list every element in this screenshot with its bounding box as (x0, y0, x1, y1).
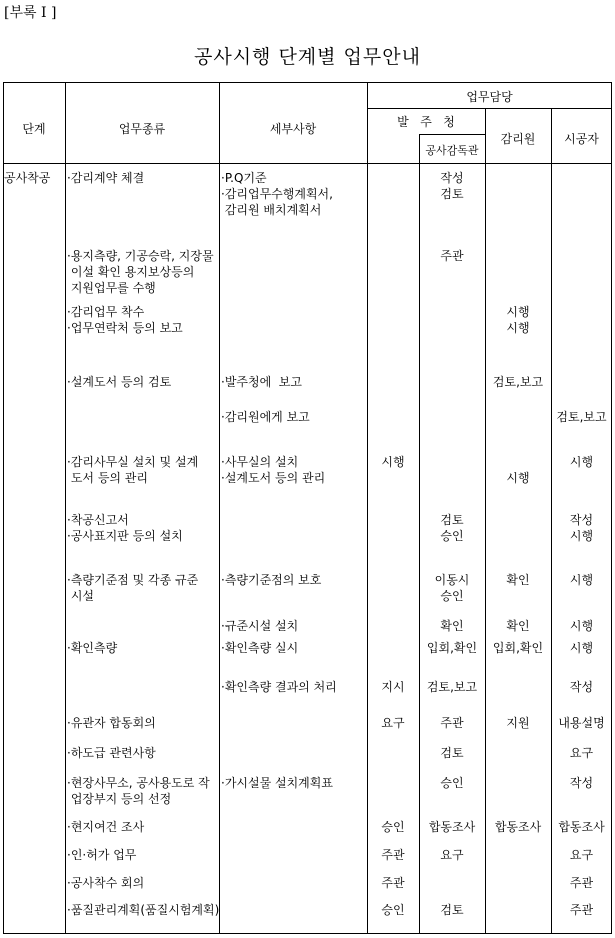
header-contractor: 시공자 (564, 132, 599, 146)
row-12-owner-cell: 요구 (381, 716, 405, 730)
row-6-detail-cell: ·사무실의 설치 ·설계도서 등의 관리 (221, 455, 326, 485)
row-16-contractor-cell: 요구 (569, 848, 594, 862)
row-14-contractor-cell: 작성 (569, 776, 594, 790)
row-9-inspector-cell: 확인 (506, 619, 530, 633)
row-7-contractor-cell: 작성 시행 (569, 513, 594, 543)
row-17-work-cell: ·공사착수 회의 (67, 876, 145, 890)
row-16-owner-cell: 주관 (381, 848, 405, 862)
row-8-inspector-cell: 확인 (506, 573, 530, 587)
row-13-contractor-cell: 요구 (569, 746, 594, 760)
row-14-supervisor-cell: 승인 (440, 776, 464, 790)
row-2-supervisor-cell: 주관 (440, 249, 464, 263)
row-6-inspector-cell: 시행 (506, 471, 530, 485)
row-8-work-cell: ·측량기준점 및 각종 규준 시설 (67, 573, 199, 603)
row-9-contractor-cell: 시행 (569, 619, 594, 633)
row-12-supervisor-cell: 주관 (440, 716, 464, 730)
row-13-work-cell: ·하도급 관련사항 (67, 746, 156, 760)
header-inspector: 감리원 (500, 132, 536, 146)
row-18-work-cell: ·품질관리계획(품질시험계획) (67, 903, 220, 917)
row-1-detail-cell: ·P.Q기준 ·감리업무수행계획서, 감리원 배치계획서 (221, 171, 333, 217)
row-3-work-cell: ·감리업무 착수 ·업무연락처 등의 보고 (67, 305, 183, 335)
header-details: 세부사항 (269, 122, 317, 136)
row-5-contractor-cell: 검토,보고 (556, 410, 607, 424)
row-18-owner-cell: 승인 (381, 903, 405, 917)
row-10-work-cell: ·확인측량 (67, 641, 118, 655)
row-1-supervisor-cell: 작성 검토 (440, 171, 464, 201)
row-16-work-cell: ·인·허가 업무 (67, 848, 137, 862)
row-15-contractor-cell: 합동조사 (558, 820, 605, 834)
row-9-supervisor-cell: 확인 (440, 619, 464, 633)
row-8-contractor-cell: 시행 (569, 573, 594, 587)
row-12-inspector-cell: 지원 (506, 716, 530, 730)
header-work-type: 업무종류 (118, 122, 166, 136)
header-stage: 단계 (22, 122, 46, 136)
row-14-work-cell: ·현장사무소, 공사용도로 작 업장부지 등의 선정 (67, 776, 210, 806)
row-1-work-cell: ·감리계약 체결 (67, 171, 145, 185)
row-6-work-cell: ·감리사무실 설치 및 설계 도서 등의 관리 (67, 455, 199, 485)
row-14-detail-cell: ·가시설물 설치계획표 (221, 776, 333, 790)
row-16-supervisor-cell: 요구 (440, 848, 464, 862)
row-17-owner-cell: 주관 (381, 876, 405, 890)
row-7-supervisor-cell: 검토 승인 (440, 513, 464, 543)
row-10-detail-cell: ·확인측량 실시 (221, 641, 299, 655)
row-15-owner-cell: 승인 (381, 820, 405, 834)
row-11-detail-cell: ·확인측량 결과의 처리 (221, 680, 337, 694)
row-6-contractor-cell: 시행 (569, 455, 594, 469)
header-owner-supervisor: 공사감독관 (425, 144, 479, 157)
page-title: 공사시행 단계별 업무안내 (194, 46, 421, 68)
work-guide-table (3, 82, 612, 934)
row-15-work-cell: ·현지여건 조사 (67, 820, 145, 834)
appendix-label: [부록 I ] (4, 5, 57, 21)
row-2-work-cell: ·용지측량, 기공승락, 지장물 이설 확인 용지보상등의 지원업무를 수행 (67, 249, 214, 295)
stage-name: 공사착공 (4, 171, 51, 185)
row-11-contractor-cell: 작성 (569, 680, 594, 694)
header-owner: 발 주 청 (397, 115, 455, 129)
row-4-inspector-cell: 검토,보고 (492, 375, 544, 389)
row-18-supervisor-cell: 검토 (440, 903, 464, 917)
row-11-supervisor-cell: 검토,보고 (426, 680, 478, 694)
row-8-detail-cell: ·측량기준점의 보호 (221, 573, 322, 587)
row-9-detail-cell: ·규준시설 설치 (221, 619, 299, 633)
row-10-inspector-cell: 입회,확인 (492, 641, 544, 655)
row-11-owner-cell: 지시 (381, 680, 405, 694)
row-4-detail-cell: ·발주청에 보고 (221, 375, 302, 389)
row-17-contractor-cell: 주관 (569, 876, 594, 890)
row-6-owner-cell: 시행 (381, 455, 405, 469)
row-15-inspector-cell: 합동조사 (494, 820, 542, 834)
row-5-detail-cell: ·감리원에게 보고 (221, 410, 310, 424)
row-10-contractor-cell: 시행 (569, 641, 594, 655)
row-10-supervisor-cell: 입회,확인 (426, 641, 478, 655)
row-18-contractor-cell: 주관 (569, 903, 594, 917)
row-15-supervisor-cell: 합동조사 (428, 820, 476, 834)
row-8-supervisor-cell: 이동시 승인 (434, 573, 470, 603)
row-3-inspector-cell: 시행 시행 (506, 305, 530, 335)
header-responsibility: 업무담당 (466, 90, 513, 104)
row-7-work-cell: ·착공신고서 ·공사표지판 등의 설치 (67, 513, 183, 543)
row-12-contractor-cell: 내용설명 (558, 716, 605, 730)
row-12-work-cell: ·유관자 합동회의 (67, 716, 156, 730)
row-13-supervisor-cell: 검토 (440, 746, 464, 760)
row-4-work-cell: ·설계도서 등의 검토 (67, 375, 172, 389)
